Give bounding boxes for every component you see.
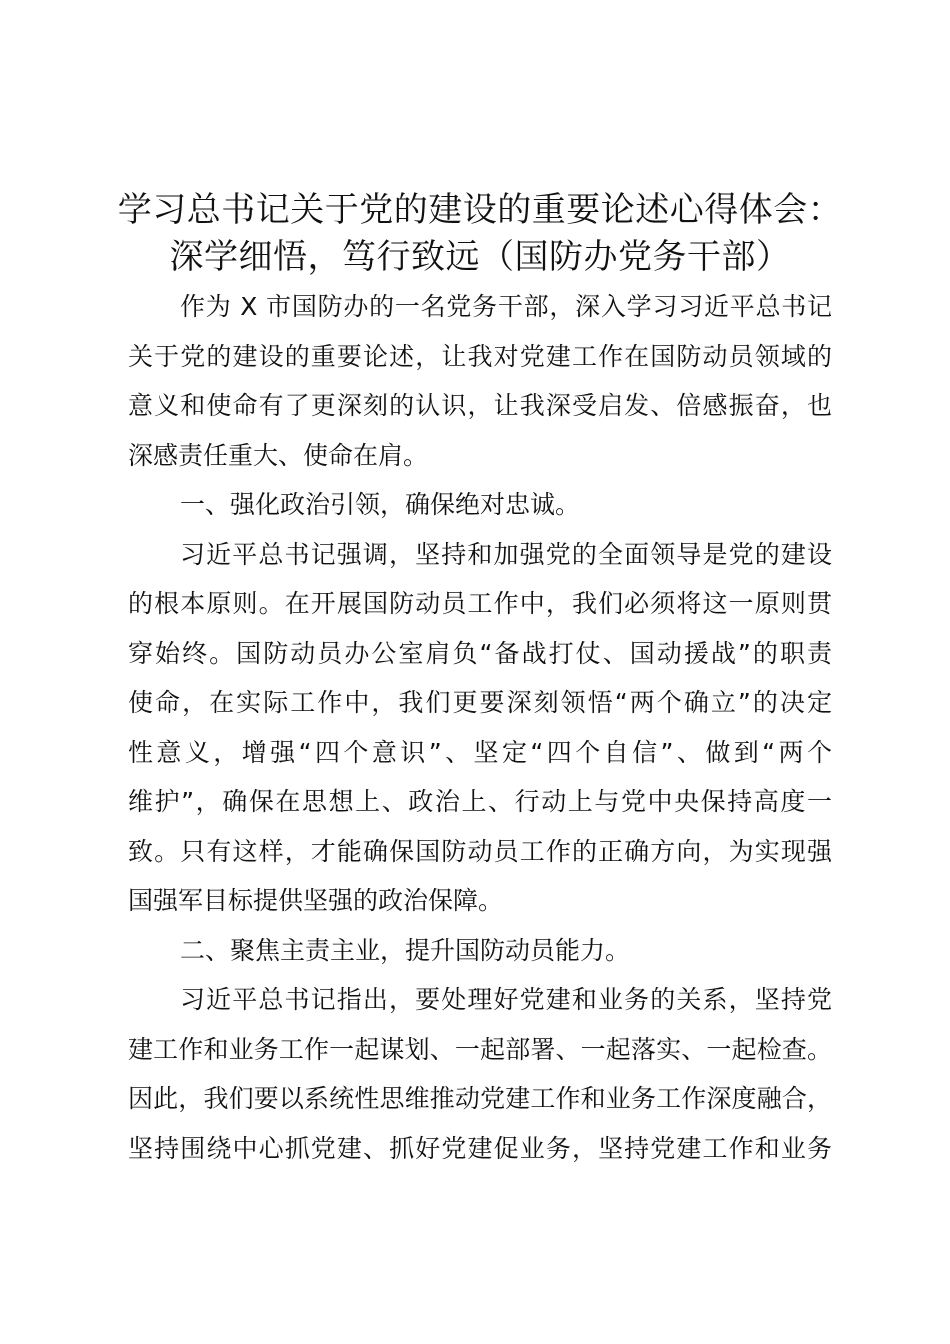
document-body xyxy=(128,282,832,1173)
section-heading-1: 一、强化政治引领，确保绝对忠诚。 xyxy=(180,490,581,519)
paragraph-3-line-1: 习近平总书记指出，要处理好党建和业务的关系，坚持党 xyxy=(180,985,832,1014)
paragraph-3-line-3: 因此，我们要以系统性思维推动党建工作和业务工作深度融合， xyxy=(128,1084,832,1113)
paragraph-2-line-7: 致。只有这样，才能确保国防动员工作的正确方向，为实现强 xyxy=(128,836,832,866)
paragraph-2-line-4: 使命，在实际工作中，我们更要深刻领悟“两个确立”的决定 xyxy=(128,688,832,717)
paragraph-3-line-4: 坚持围绕中心抓党建、抓好党建促业务，坚持党建工作和业务 xyxy=(128,1133,832,1163)
paragraph-1-line-3: 意义和使命有了更深刻的认识，让我深受启发、倍感振奋，也 xyxy=(128,391,832,420)
paragraph-2-line-5: 性意义，增强“四个意识”、坚定“四个自信”、做到“两个 xyxy=(128,737,832,767)
paragraph-1-line-1: 作为 X 市国防办的一名党务干部，深入学习习近平总书记 xyxy=(180,292,832,321)
document-title-line-2: 深学细悟，笃行致远（国防办党务干部） xyxy=(169,237,791,277)
paragraph-2-line-8: 国强军目标提供坚强的政治保障。 xyxy=(128,886,504,915)
paragraph-2-line-6: 维护”，确保在思想上、政治上、行动上与党中央保持高度一 xyxy=(128,787,832,816)
paragraph-1-line-2: 关于党的建设的重要论述，让我对党建工作在国防动员领域的 xyxy=(128,341,832,371)
paragraph-2-line-2: 的根本原则。在开展国防动员工作中，我们必须将这一原则贯 xyxy=(128,589,832,618)
document-title-line-1: 学习总书记关于党的建设的重要论述心得体会： xyxy=(117,190,843,230)
section-heading-2: 二、聚焦主责主业，提升国防动员能力。 xyxy=(180,935,631,965)
paragraph-2-line-1: 习近平总书记强调，坚持和加强党的全面领导是党的建设 xyxy=(180,539,832,569)
paragraph-2-line-3: 穿始终。国防动员办公室肩负“备战打仗、国动援战”的职责 xyxy=(128,638,832,668)
paragraph-3-line-2: 建工作和业务工作一起谋划、一起部署、一起落实、一起检查。 xyxy=(128,1034,832,1064)
paragraph-1-line-4: 深感责任重大、使命在肩。 xyxy=(128,440,429,470)
